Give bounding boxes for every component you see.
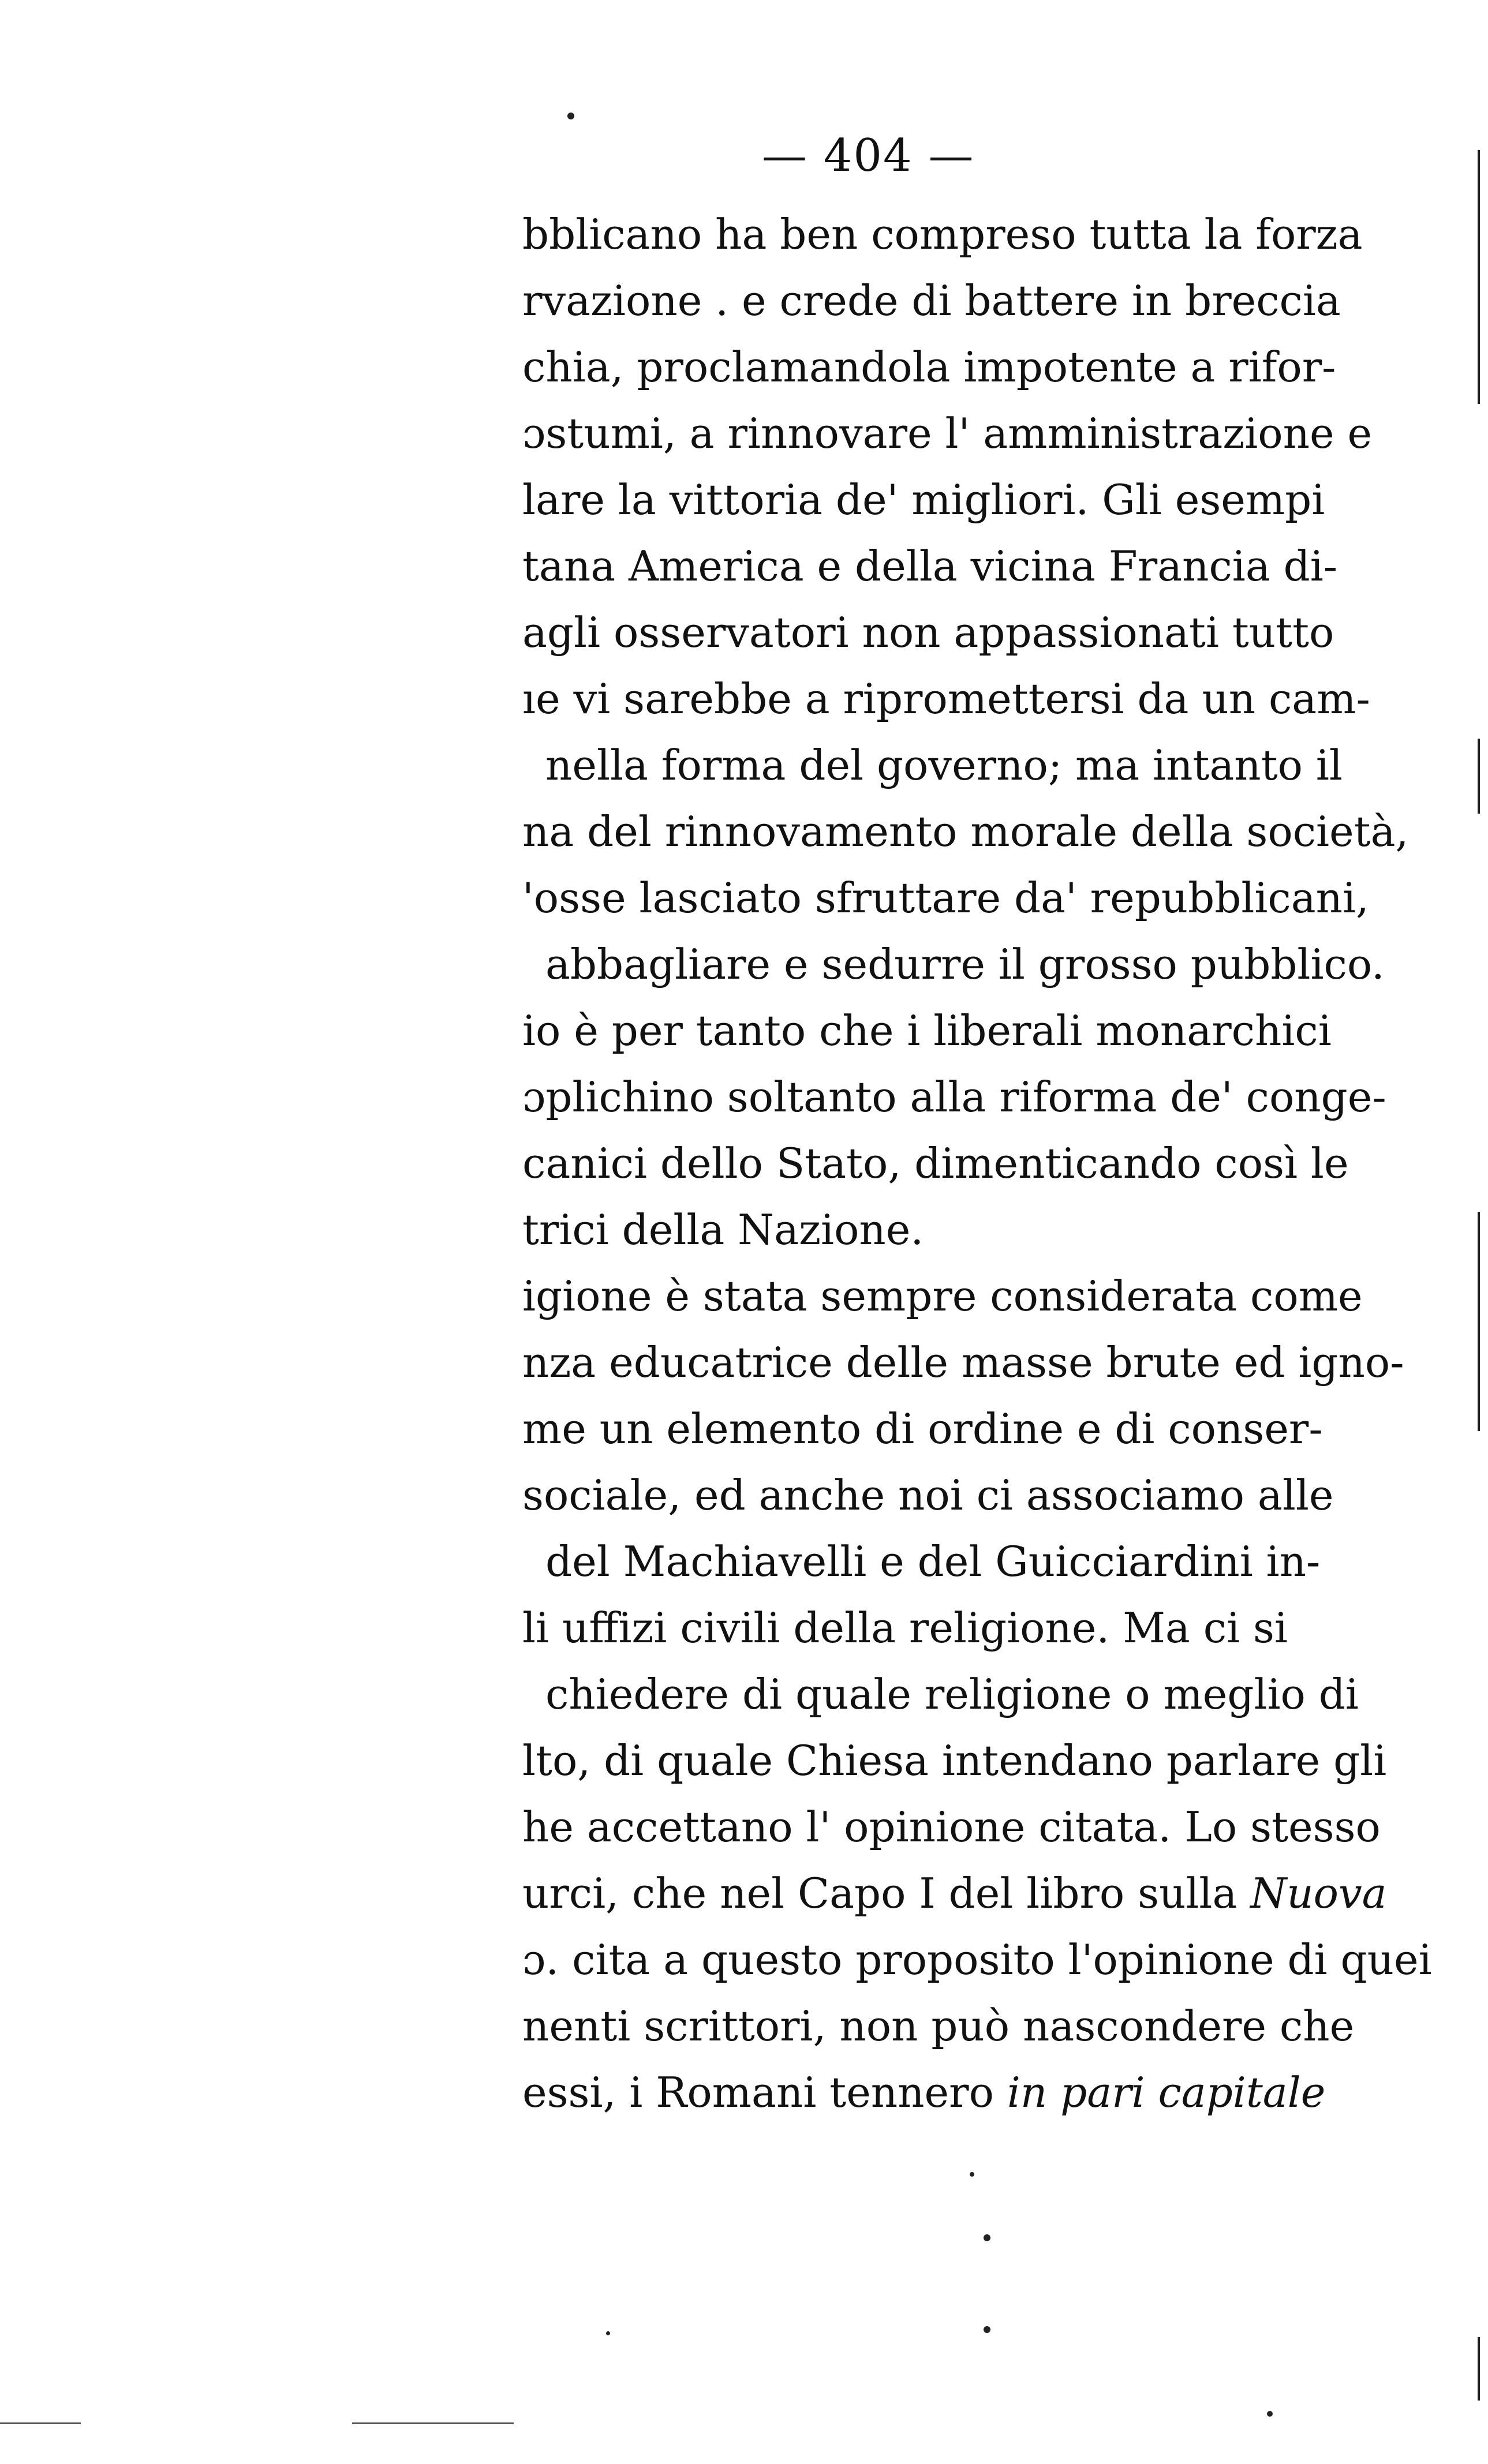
text-line: del Machiavelli e del Guicciardini in- xyxy=(545,1537,1321,1586)
page-number: — 404 — xyxy=(762,130,975,182)
italic-word: Nuova xyxy=(1250,1869,1387,1918)
text-line: agli osservatori non appassionati tutto xyxy=(522,608,1334,657)
text-line-roman: urci, che nel Capo I del libro sulla xyxy=(522,1869,1237,1918)
scan-speck xyxy=(606,2331,610,2335)
scan-bottom-rule xyxy=(352,2422,514,2424)
text-line: bblicano ha ben compreso tutta la forza xyxy=(522,210,1363,259)
text-line: chia, proclamandola impotente a rifor- xyxy=(522,343,1336,391)
text-line-roman: essi, i Romani tennero xyxy=(522,2068,994,2117)
text-line: lare la vittoria de' migliori. Gli esempi xyxy=(522,475,1325,524)
text-line xyxy=(522,1869,1387,1918)
scan-bottom-rule xyxy=(0,2422,81,2424)
text-line: igione è stata sempre considerata come xyxy=(522,1272,1363,1320)
text-line: nella forma del governo; ma intanto il xyxy=(545,741,1343,789)
scan-speck xyxy=(984,2234,990,2241)
scan-speck xyxy=(567,113,574,119)
text-line: chiedere di quale religione o meglio di xyxy=(545,1670,1359,1718)
scan-edge-rule xyxy=(1478,150,1480,404)
text-line: lto, di quale Chiesa intendano parlare gli xyxy=(522,1736,1387,1785)
text-line: rvazione . e crede di battere in breccia xyxy=(522,276,1341,325)
text-line: tana America e della vicina Francia di- xyxy=(522,542,1338,590)
text-line: sociale, ed anche noi ci associamo alle xyxy=(522,1471,1334,1519)
scan-speck xyxy=(970,2172,974,2177)
text-line: li uffizi civili della religione. Ma ci si xyxy=(522,1604,1288,1652)
scan-edge-rule xyxy=(1478,739,1480,814)
text-line: canici dello Stato, dimenticando così le xyxy=(522,1139,1349,1188)
text-line xyxy=(522,2068,1326,2117)
text-line: nenti scrittori, non può nascondere che xyxy=(522,2002,1355,2050)
text-line: he accettano l' opinione citata. Lo stesso xyxy=(522,1803,1381,1851)
text-line: ıe vi sarebbe a ripromettersi da un cam- xyxy=(522,675,1370,723)
scan-edge-rule xyxy=(1478,1212,1480,1431)
text-line: ɔ. cita a questo proposito l'opinione di quei xyxy=(522,1935,1432,1984)
text-line: trici della Nazione. xyxy=(522,1205,924,1254)
scan-speck xyxy=(984,2326,990,2333)
text-line: ɔplichino soltanto alla riforma de' conge- xyxy=(522,1073,1386,1121)
italic-phrase: in pari capitale xyxy=(1007,2068,1326,2117)
text-line: me un elemento di ordine e di conser- xyxy=(522,1405,1323,1453)
text-line: ɔstumi, a rinnovare l' amministrazione e xyxy=(522,409,1373,458)
text-line: nza educatrice delle masse brute ed igno- xyxy=(522,1338,1404,1387)
scan-speck xyxy=(1267,2411,1273,2417)
text-line: na del rinnovamento morale della società, xyxy=(522,807,1409,856)
text-line: abbagliare e sedurre il grosso pubblico. xyxy=(545,940,1385,988)
scan-edge-rule xyxy=(1478,2337,1480,2401)
text-line: 'osse lasciato sfruttare da' repubblicani, xyxy=(522,874,1369,922)
text-line: io è per tanto che i liberali monarchici xyxy=(522,1006,1332,1055)
